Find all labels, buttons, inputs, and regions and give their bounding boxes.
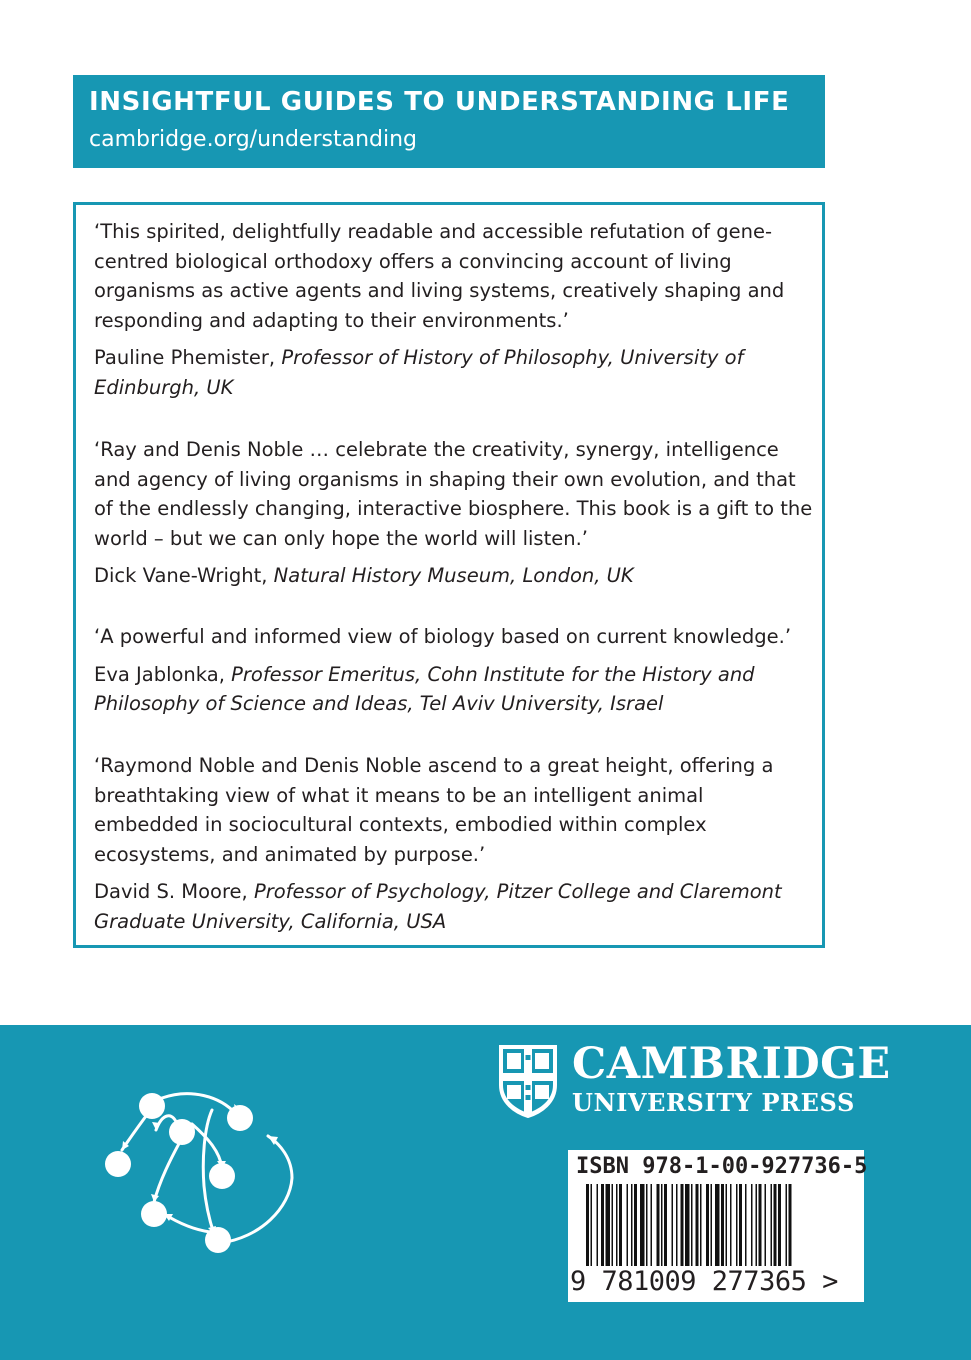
barcode-bar [601,1184,604,1266]
barcode-bar [661,1184,663,1266]
barcode [568,1150,868,1302]
barcode-bar [685,1184,690,1266]
quote-role: Professor of History of Philosophy, University of Edinburgh, UK [94,346,744,399]
barcode-bar [739,1184,742,1266]
publisher-line2: UNIVERSITY PRESS [572,1088,855,1117]
barcode-bar [696,1184,699,1266]
endorsement-2 [94,435,814,591]
endorsement-3 [94,622,814,719]
series-network-icon [100,1088,300,1258]
quote-author: Eva Jablonka, [94,662,225,686]
barcode-bar [721,1184,724,1266]
quote-author: Pauline Phemister, [94,346,276,370]
isbn-label: ISBN 978-1-00-927736-5 [576,1154,868,1179]
quote-attribution [94,343,814,402]
barcode-bar [646,1184,648,1266]
barcode-bar [606,1184,611,1266]
barcode-bar [756,1184,758,1266]
quote-text: ‘Raymond Noble and Denis Noble ascend to a great height, offering a breathtaking view of what it means to be an intelligent animal embedded in sociocultural contexts, embodied within complex ecosystems, and animated by purpose.’ [94,754,774,866]
quote-role: Professor of Psychology, Pitzer College and Claremont Graduate University, California, USA [94,880,782,933]
barcode-bar [634,1184,637,1266]
barcode-bar [771,1184,773,1266]
barcode-bar [631,1184,633,1266]
barcode-bar [651,1184,653,1266]
barcode-bar [664,1184,667,1266]
barcode-bar [751,1184,753,1266]
series-title: INSIGHTFUL GUIDES TO UNDERSTANDING LIFE [89,87,790,117]
series-url[interactable]: cambridge.org/understanding [89,127,418,152]
isbn-digits-text: 9 781009 277365 > [570,1266,838,1297]
quote-role: Natural History Museum, London, UK [273,564,634,588]
barcode-bar [736,1184,738,1266]
endorsement-1 [94,217,814,403]
barcode-bar [681,1184,684,1266]
endorsement-4 [94,751,814,937]
barcode-bar [597,1184,599,1266]
quote-text: ‘Ray and Denis Noble … celebrate the creativity, synergy, intelligence and agency of living organisms in shaping their own evolution, and that of the endlessly changing, interactive biosphere. This book is a gift to the world – but we can only hope the world will listen.’ [94,438,813,550]
barcode-bar [612,1184,614,1266]
barcode-bar [672,1184,674,1266]
quote-text: ‘This spirited, delightfully readable and accessible refutation of gene-centred biological orthodoxy offers a convincing account of living organisms as active agents and living systems, creatively shaping and responding and adapting to their environments.’ [94,220,785,332]
barcode-bar [778,1184,781,1266]
quote-text: ‘A powerful and informed view of biology based on current knowledge.’ [94,625,792,648]
barcode-bar [730,1184,732,1266]
barcode-bar [715,1184,720,1266]
quote-attribution [94,660,814,719]
barcode-bar [640,1184,645,1266]
barcode-bar [774,1184,777,1266]
isbn-digits [570,1266,862,1297]
barcode-bar [627,1184,629,1266]
endorsements-box [73,202,825,948]
series-banner [73,75,825,168]
quote-role: Professor Emeritus, Cohn Institute for the History and Philosophy of Science and Ideas, Tel Aviv University, Israel [94,662,755,716]
barcode-bar [616,1184,618,1266]
barcode-bar [706,1184,709,1266]
barcode-bar [657,1184,660,1266]
barcode-bar [676,1184,678,1266]
quote-attribution [94,561,814,591]
barcode-bar [700,1184,702,1266]
quote-author: David S. Moore, [94,880,248,904]
quote-attribution [94,877,814,936]
barcode-bar [711,1184,713,1266]
barcode-bar [619,1184,622,1266]
barcode-bar [765,1184,767,1266]
publisher-name [572,1040,891,1118]
barcode-bar [759,1184,762,1266]
barcode-bar [745,1184,747,1266]
barcode-bar [726,1184,728,1266]
barcode-bar [786,1184,788,1266]
quote-author: Dick Vane-Wright, [94,564,268,588]
cambridge-crest-icon [497,1043,559,1118]
publisher-line1: CAMBRIDGE [572,1039,891,1089]
